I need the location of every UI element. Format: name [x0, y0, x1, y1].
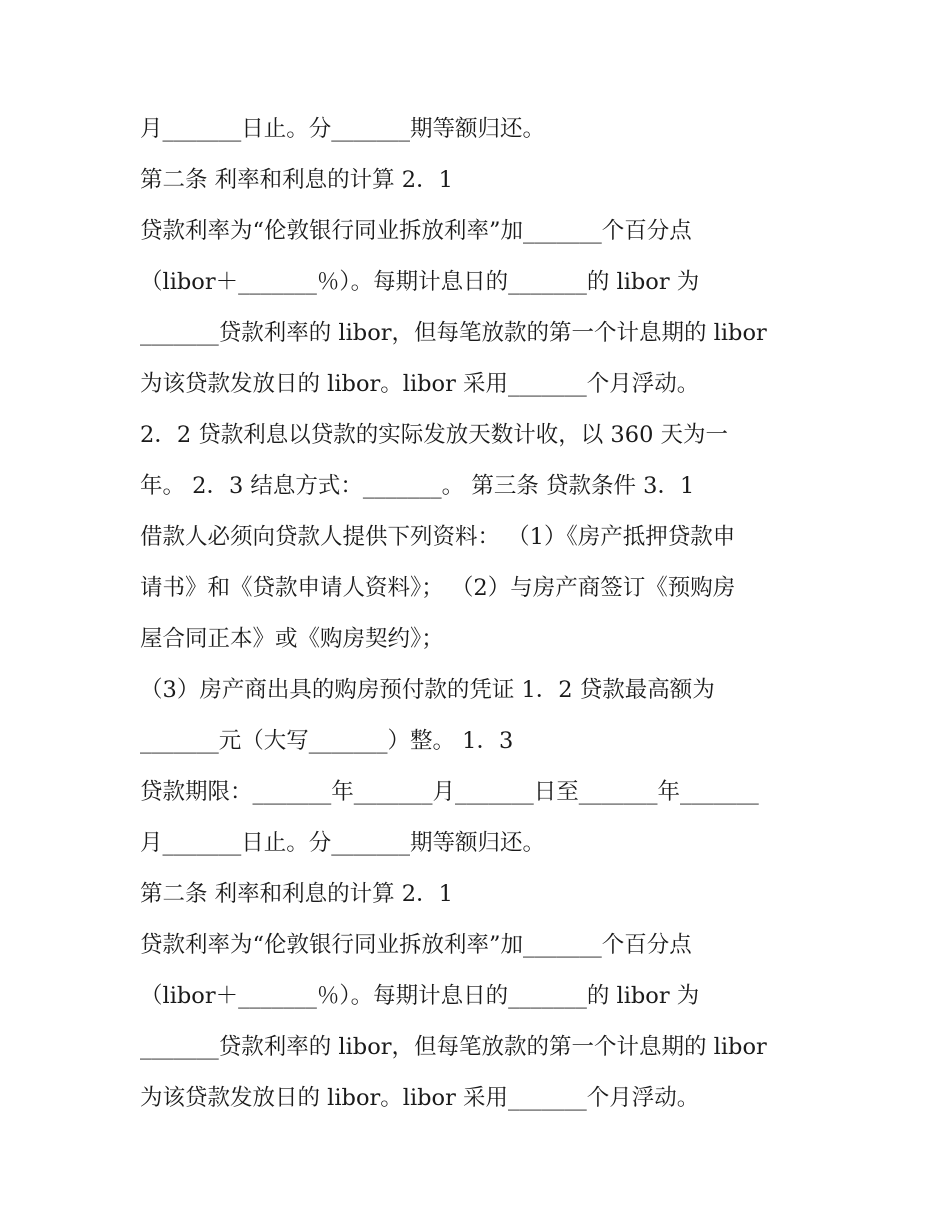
text-line-8: 年。 2．3 结息方式：_______。 第三条 贷款条件 3．1 [140, 473, 695, 499]
text-line-7: 2．2 贷款利息以贷款的实际发放天数计收，以 360 天为一 [140, 422, 729, 448]
text-line-2: 第二条 利率和利息的计算 2．1 [140, 167, 453, 193]
text-line-11: 屋合同正本》或《购房契约》； [140, 626, 444, 652]
text-line-13: _______元（大写_______）整。 1．3 [140, 728, 514, 754]
document-body [140, 104, 830, 1124]
text-line-18: （libor＋_______％）。每期计息日的_______的 libor 为 [140, 983, 700, 1009]
text-line-16: 第二条 利率和利息的计算 2．1 [140, 881, 453, 907]
text-line-20: 为该贷款发放日的 libor。libor 采用_______个月浮动。 [140, 1085, 700, 1111]
text-line-3: 贷款利率为“伦敦银行同业拆放利率”加_______个百分点 [140, 218, 692, 244]
text-line-17: 贷款利率为“伦敦银行同业拆放利率”加_______个百分点 [140, 932, 692, 958]
text-line-1: 月_______日止。分_______期等额归还。 [140, 116, 546, 142]
text-line-6: 为该贷款发放日的 libor。libor 采用_______个月浮动。 [140, 371, 700, 397]
text-line-10: 请书》和《贷款申请人资料》； （2）与房产商签订《预购房 [140, 575, 736, 601]
text-line-15: 月_______日止。分_______期等额归还。 [140, 830, 546, 856]
text-line-12: （3）房产商出具的购房预付款的凭证 1．2 贷款最高额为 [140, 677, 715, 703]
text-line-19: _______贷款利率的 libor，但每笔放款的第一个计息期的 libor [140, 1034, 767, 1060]
text-line-5: _______贷款利率的 libor，但每笔放款的第一个计息期的 libor [140, 320, 767, 346]
text-line-14: 贷款期限：_______年_______月_______日至_______年_______ [140, 779, 759, 805]
text-line-9: 借款人必须向贷款人提供下列资料： （1）《房产抵押贷款申 [140, 524, 736, 550]
text-line-4: （libor＋_______％）。每期计息日的_______的 libor 为 [140, 269, 700, 295]
